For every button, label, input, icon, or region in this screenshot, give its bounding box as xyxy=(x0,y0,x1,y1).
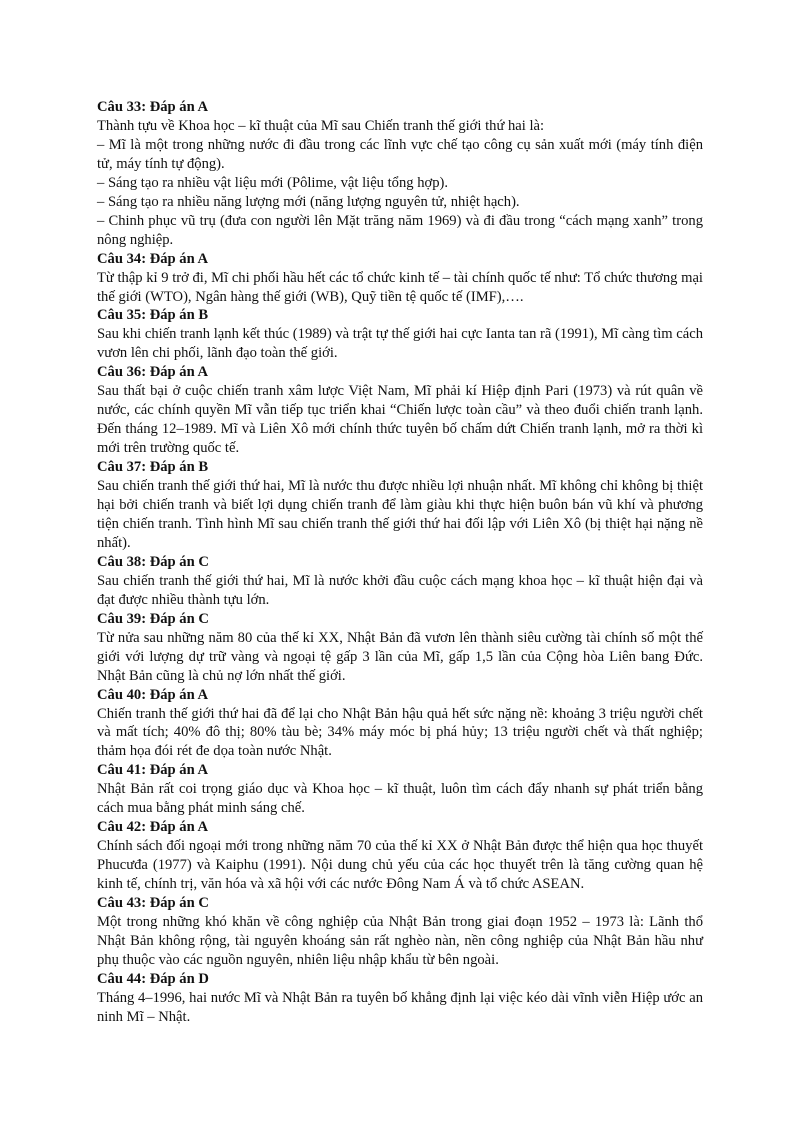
question-block-44 xyxy=(97,970,703,1027)
answer-explanation: Sau khi chiến tranh lạnh kết thúc (1989) và trật tự thế giới hai cực Ianta tan rã (1991), Mĩ càng tìm cách vươn lên chi phối, lãnh đạo toàn thế giới. xyxy=(97,326,703,362)
answer-explanation: Sau chiến tranh thế giới thứ hai, Mĩ là nước thu được nhiều lợi nhuận nhất. Mĩ không chỉ không bị thiệt hại bởi chiến tranh và biết lợi dụng chiến tranh để làm giàu khi thực hiện buôn bán vũ khí và phương tiện chiến tranh. Tình hình Mĩ sau chiến tranh thế giới thứ hai đối lập với Liên Xô (bị thiệt hại nặng nề nhất). xyxy=(97,478,703,551)
question-heading: Câu 44: Đáp án D xyxy=(97,970,209,987)
answer-line: – Chinh phục vũ trụ (đưa con người lên Mặt trăng năm 1969) và đi đầu trong “cách mạng xanh” trong nông nghiệp. xyxy=(97,212,703,248)
question-heading: Câu 38: Đáp án C xyxy=(97,553,209,570)
answer-explanation: Chiến tranh thế giới thứ hai đã để lại cho Nhật Bản hậu quả hết sức nặng nề: khoảng 3 triệu người chết và mất tích; 40% đô thị; 80% tàu bè; 34% máy móc bị phá hủy; 13 triệu người chết và thất nghiệp; thảm họa đói rét đe dọa toàn nước Nhật. xyxy=(97,705,703,760)
question-block-40 xyxy=(97,686,703,762)
question-heading: Câu 35: Đáp án B xyxy=(97,307,209,324)
answer-explanation: Từ thập kỉ 9 trở đi, Mĩ chi phối hầu hết các tổ chức kinh tế – tài chính quốc tế như: Tổ chức thương mại thế giới (WTO), Ngân hàng thế giới (WB), Quỹ tiền tệ quốc tế (IMF),…. xyxy=(97,269,703,305)
question-heading: Câu 37: Đáp án B xyxy=(97,459,209,476)
answer-document xyxy=(97,98,703,1027)
answer-explanation: Chính sách đối ngoại mới trong những năm 70 của thế kỉ XX ở Nhật Bản được thể hiện qua học thuyết Phucưđa (1977) và Kaiphu (1991). Nội dung chủ yếu của các học thuyết trên là tăng cường quan hệ kinh tế, chính trị, văn hóa và xã hội với các nước Đông Nam Á và tổ chức ASEAN. xyxy=(97,838,703,893)
question-block-34 xyxy=(97,250,703,307)
question-heading: Câu 40: Đáp án A xyxy=(97,686,209,703)
answer-line: – Mĩ là một trong những nước đi đầu trong các lĩnh vực chế tạo công cụ sản xuất mới (máy tính điện tử, máy tính tự động). xyxy=(97,136,703,172)
question-block-42 xyxy=(97,818,703,894)
question-block-43 xyxy=(97,894,703,970)
question-block-41 xyxy=(97,761,703,818)
answer-explanation: Tháng 4–1996, hai nước Mĩ và Nhật Bản ra tuyên bố khẳng định lại việc kéo dài vĩnh viễn Hiệp ước an ninh Mĩ – Nhật. xyxy=(97,989,703,1025)
answer-explanation: Sau thất bại ở cuộc chiến tranh xâm lược Việt Nam, Mĩ phải kí Hiệp định Pari (1973) và rút quân về nước, các chính quyền Mĩ vẫn tiếp tục triển khai “Chiến lược toàn cầu” và theo đuổi chiến tranh lạnh. Đến tháng 12–1989. Mĩ và Liên Xô mới chính thức tuyên bố chấm dứt Chiến tranh lạnh, mở ra thời kì mới trên trường quốc tế. xyxy=(97,383,703,457)
question-heading: Câu 43: Đáp án C xyxy=(97,895,209,912)
question-block-35 xyxy=(97,306,703,363)
answer-line: – Sáng tạo ra nhiều năng lượng mới (năng lượng nguyên tử, nhiệt hạch). xyxy=(97,193,520,210)
answer-explanation: Sau chiến tranh thế giới thứ hai, Mĩ là nước khởi đầu cuộc cách mạng khoa học – kĩ thuật hiện đại và đạt được nhiều thành tựu lớn. xyxy=(97,572,703,608)
answer-explanation: Một trong những khó khăn về công nghiệp của Nhật Bản trong giai đoạn 1952 – 1973 là: Lãnh thổ Nhật Bản không rộng, tài nguyên khoáng sản rất nghèo nàn, nền công nghiệp của Nhật Bản hầu như phụ thuộc vào các nguồn nguyên, nhiên liệu nhập khẩu từ bên ngoài. xyxy=(97,913,703,968)
question-heading: Câu 36: Đáp án A xyxy=(97,364,209,381)
question-block-38 xyxy=(97,553,703,610)
question-block-39 xyxy=(97,610,703,686)
question-block-33 xyxy=(97,98,703,250)
question-heading: Câu 33: Đáp án A xyxy=(97,99,209,115)
question-heading: Câu 41: Đáp án A xyxy=(97,762,209,779)
question-block-37 xyxy=(97,458,703,553)
question-heading: Câu 39: Đáp án C xyxy=(97,610,209,627)
answer-explanation: Từ nửa sau những năm 80 của thế kỉ XX, Nhật Bản đã vươn lên thành siêu cường tài chính số một thế giới với lượng dự trữ vàng và ngoại tệ gấp 3 lần của Mĩ, gấp 1,5 lần của Cộng hòa Liên bang Đức. Nhật Bản cũng là chủ nợ lớn nhất thế giới. xyxy=(97,629,703,684)
question-heading: Câu 34: Đáp án A xyxy=(97,250,209,267)
answer-line: – Sáng tạo ra nhiều vật liệu mới (Pôlime, vật liệu tổng hợp). xyxy=(97,174,449,191)
question-block-36 xyxy=(97,363,703,458)
answer-line: Thành tựu về Khoa học – kĩ thuật của Mĩ sau Chiến tranh thế giới thứ hai là: xyxy=(97,117,545,134)
answer-explanation: Nhật Bản rất coi trọng giáo dục và Khoa học – kĩ thuật, luôn tìm cách đẩy nhanh sự phát triển bằng cách mua bằng phát minh sáng chế. xyxy=(97,781,703,817)
question-heading: Câu 42: Đáp án A xyxy=(97,819,209,836)
